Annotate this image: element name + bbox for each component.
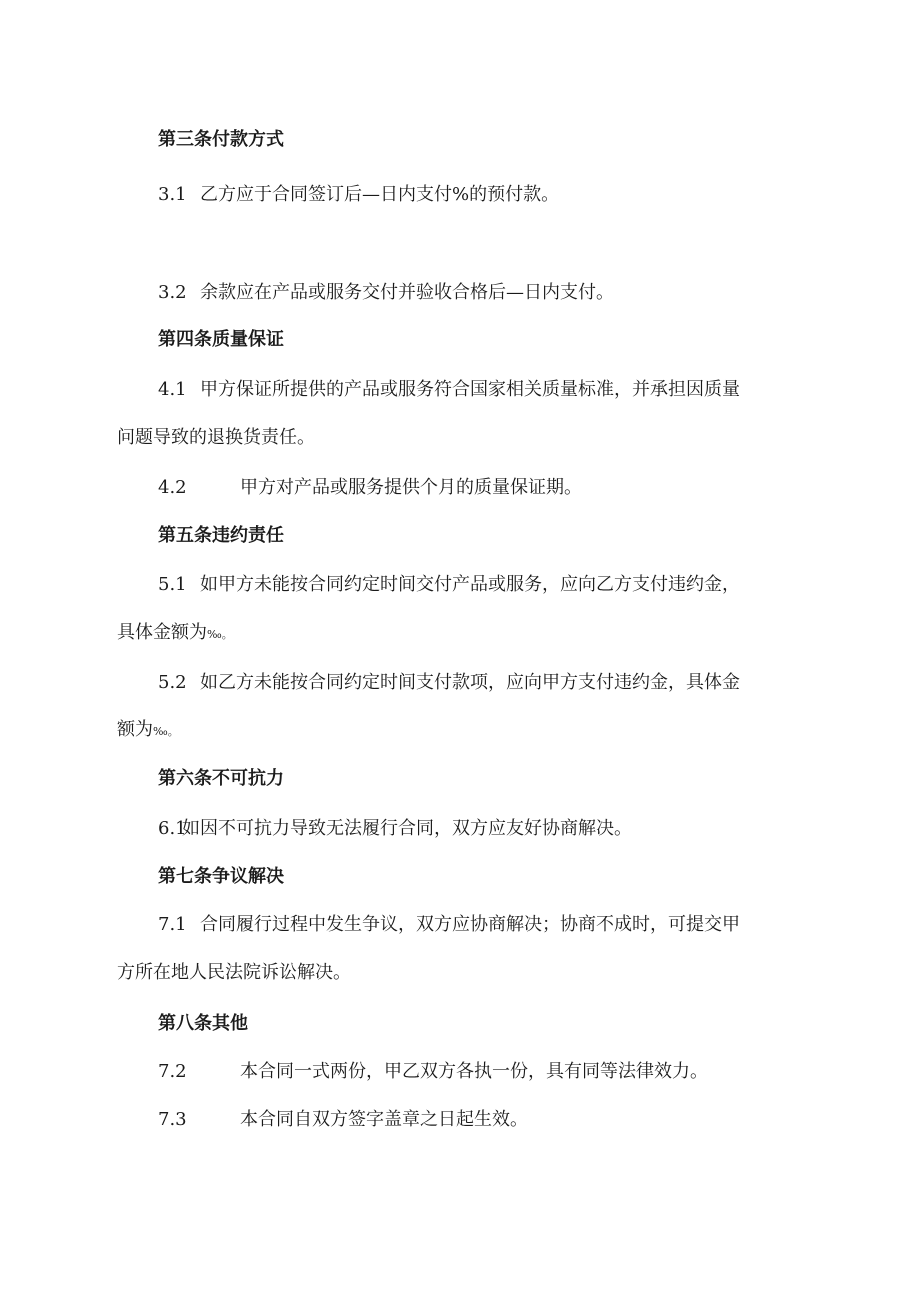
clause-number: 6.1 — [158, 818, 187, 839]
clause-text-continued: 问题导致的退换货责任。 — [117, 427, 315, 448]
section-heading: 第八条其他 — [158, 1013, 248, 1034]
clause-text: 如甲方未能按合同约定时间交付产品或服务，应向乙方支付违约金， — [200, 574, 740, 595]
clause-text: 如乙方未能按合同约定时间支付款项，应向甲方支付违约金，具体金 — [200, 672, 740, 693]
clause-text: 甲方保证所提供的产品或服务符合国家相关质量标准，并承担因质量 — [200, 379, 740, 400]
section-heading: 第七条争议解决 — [158, 866, 284, 887]
clause-text: 甲方对产品或服务提供个月的质量保证期。 — [240, 477, 582, 498]
clause-number: 5.2 — [158, 672, 187, 693]
clause-text-continued: 具体金额为 — [117, 622, 207, 643]
clause-text: 本合同一式两份，甲乙双方各执一份，具有同等法律效力。 — [240, 1061, 708, 1082]
clause-number: 5.1 — [158, 574, 187, 595]
clause-text: 余款应在产品或服务交付并验收合格后—日内支付。 — [200, 282, 614, 303]
clause-text-continued: 方所在地人民法院诉讼解决。 — [117, 962, 351, 983]
clause-text: 合同履行过程中发生争议，双方应协商解决；协商不成时，可提交甲 — [200, 914, 740, 935]
clause-number: 4.2 — [158, 477, 187, 498]
section-heading: 第四条质量保证 — [158, 329, 284, 350]
clause-text: 如因不可抗力导致无法履行合同，双方应友好协商解决。 — [182, 818, 632, 839]
clause-number: 4.1 — [158, 379, 187, 400]
permille-mark: ‰。 — [207, 628, 233, 641]
clause-number: 3.2 — [158, 282, 187, 303]
clause-number: 7.2 — [158, 1061, 187, 1082]
clause-text-continued: 额为 — [117, 719, 153, 740]
section-heading: 第六条不可抗力 — [158, 768, 284, 789]
clause-text: 乙方应于合同签订后—日内支付%的预付款。 — [200, 184, 560, 205]
section-heading: 第五条违约责任 — [158, 525, 284, 546]
section-heading: 第三条付款方式 — [158, 129, 284, 150]
clause-number: 3.1 — [158, 184, 187, 205]
clause-number: 7.3 — [158, 1109, 187, 1130]
clause-number: 7.1 — [158, 914, 187, 935]
permille-mark: ‰。 — [153, 725, 179, 738]
clause-text: 本合同自双方签字盖章之日起生效。 — [240, 1109, 528, 1130]
